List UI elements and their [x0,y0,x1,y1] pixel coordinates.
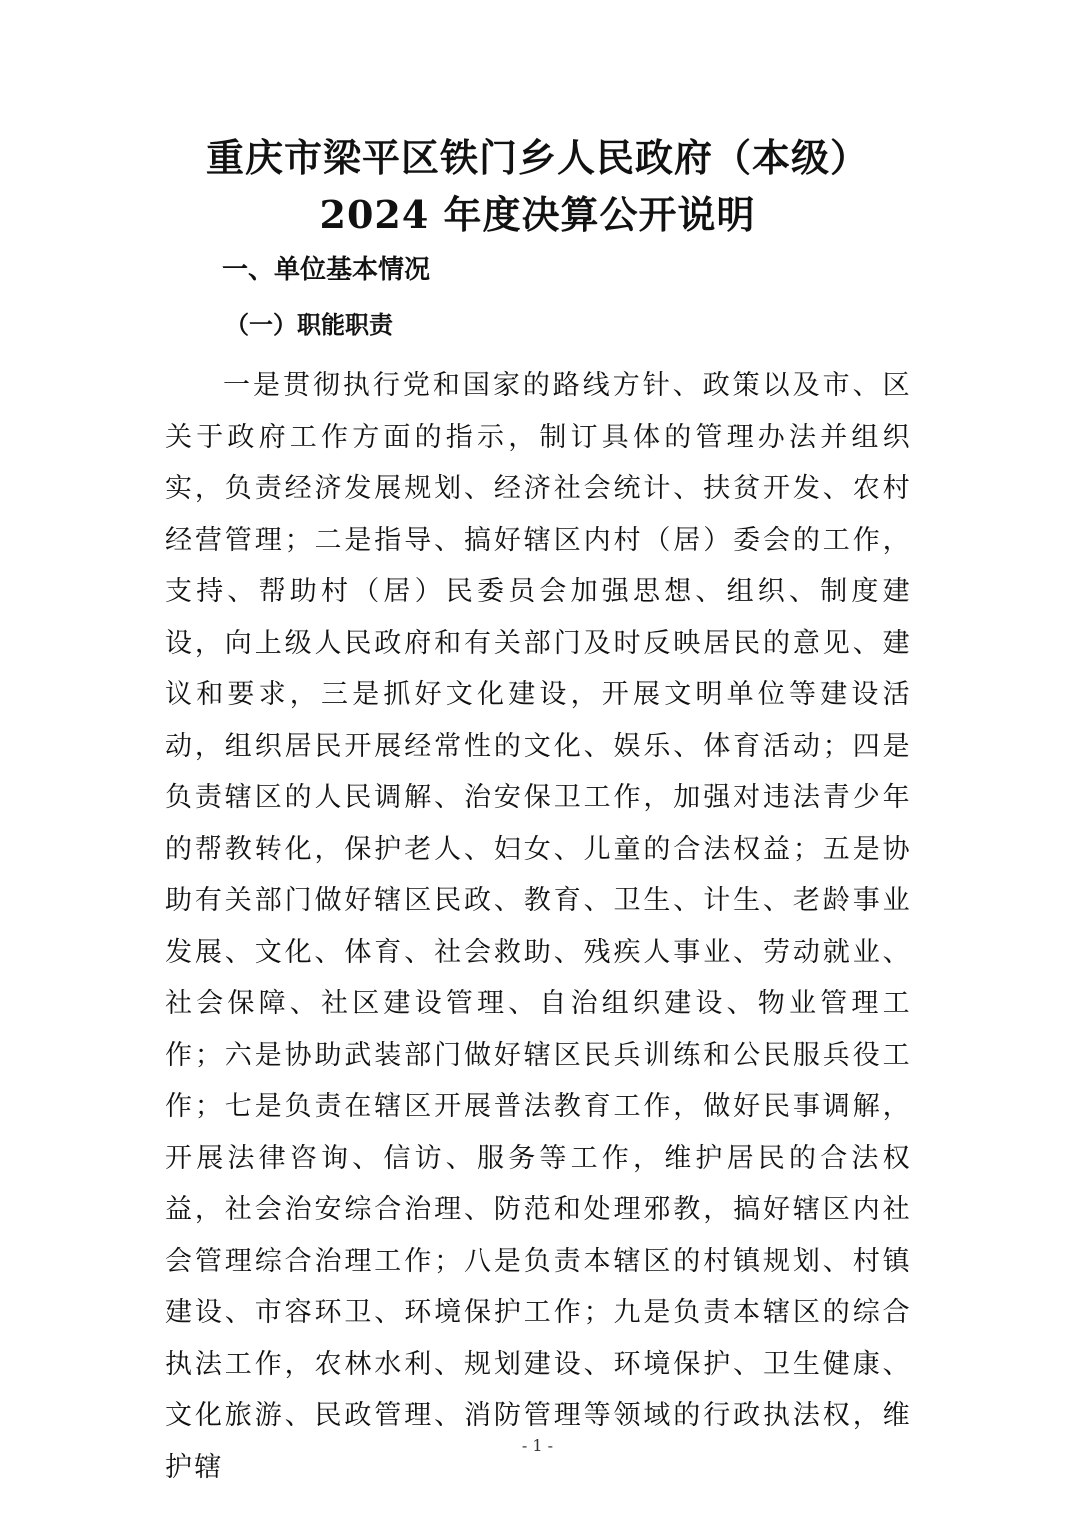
section-heading: 一、单位基本情况 [222,255,431,285]
document-title-line2: 2024 年度决算公开说明 [319,192,756,237]
page-number: - 1 - [521,1436,554,1455]
body-paragraph: 一是贯彻执行党和国家的路线方针、政策以及市、区关于政府工作方面的指示，制订具体的管理办法并组织实，负责经济发展规划、经济社会统计、扶贫开发、农村经营管理；二是指导、搞好辖区内村（居）委会的工作，支持、帮助村（居）民委员会加强思想、组织、制度建设，向上级人民政府和有关部门及时反映居民的意见、建议和要求，三是抓好文化建设，开展文明单位等建设活动，组织居民开展经常性的文化、娱乐、体育活动；四是负责辖区的人民调解、治安保卫工作，加强对违法青少年的帮教转化，保护老人、妇女、儿童的合法权益；五是协助有关部门做好辖区民政、教育、卫生、计生、老龄事业发展、文化、体育、社会救助、残疾人事业、劳动就业、社会保障、社区建设管理、自治组织建设、物业管理工作；六是协助武装部门做好辖区民兵训练和公民服兵役工作；七是负责在辖区开展普法教育工作，做好民事调解，开展法律咨询、信访、服务等工作，维护居民的合法权益，社会治安综合治理、防范和处理邪教，搞好辖区内社会管理综合治理工作；八是负责本辖区的村镇规划、村镇建设、市容环卫、环境保护工作；九是负责本辖区的综合执法工作，农林水利、规划建设、环境保护、卫生健康、文化旅游、民政管理、消防管理等领域的行政执法权，维护辖 [165,370,912,1483]
subsection-heading: （一）职能职责 [225,310,393,339]
document-title-line1: 重庆市梁平区铁门乡人民政府（本级） [205,135,869,180]
